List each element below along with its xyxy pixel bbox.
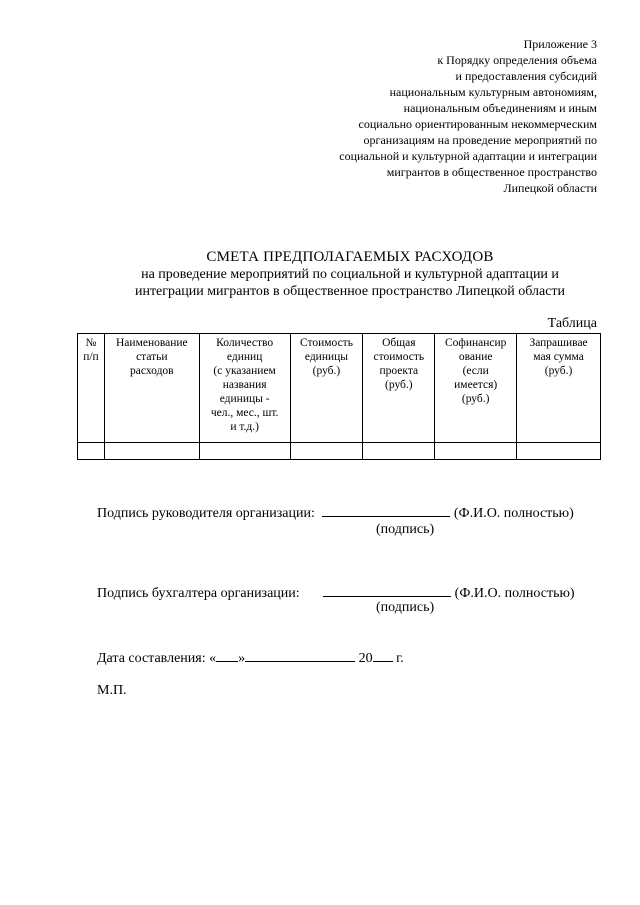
annex-line: мигрантов в общественное пространство	[386, 165, 597, 179]
date-year-prefix: 20	[358, 651, 373, 666]
table-label: Таблица	[547, 316, 597, 331]
date-year-field[interactable]	[373, 648, 393, 662]
table-cell[interactable]	[78, 443, 105, 460]
table-header-row	[78, 334, 601, 443]
header-requested-amount: Запрашивае мая сумма (руб.)	[517, 334, 601, 443]
annex-header	[267, 36, 597, 196]
date-line	[97, 648, 404, 667]
accountant-fio-caption: (Ф.И.О. полностью)	[454, 586, 575, 601]
annex-line: социальной и культурной адаптации и интеграции	[339, 149, 597, 163]
table-cell[interactable]	[517, 443, 601, 460]
annex-line: социально ориентированным некоммерческим	[358, 117, 597, 131]
annex-line: организациям на проведение мероприятий по	[363, 133, 597, 147]
head-signature-line	[97, 503, 574, 522]
stamp-place: М.П.	[97, 683, 127, 698]
annex-line: Липецкой области	[503, 181, 597, 195]
date-year-suffix: г.	[396, 651, 404, 666]
table-cell[interactable]	[104, 443, 199, 460]
accountant-signature-field[interactable]	[323, 583, 451, 597]
estimate-table	[77, 333, 601, 460]
annex-line: Приложение 3	[523, 37, 597, 51]
annex-line: к Порядку определения объема	[437, 53, 597, 67]
header-number: № п/п	[78, 334, 105, 443]
head-signature-field[interactable]	[322, 503, 450, 517]
title-main: СМЕТА ПРЕДПОЛАГАЕМЫХ РАСХОДОВ	[206, 249, 494, 265]
table-cell[interactable]	[199, 443, 290, 460]
title-subtitle-line: интеграции мигрантов в общественное пространство Липецкой области	[134, 284, 566, 299]
annex-line: и предоставления субсидий	[455, 69, 597, 83]
date-month-field[interactable]	[245, 648, 355, 662]
table-cell[interactable]	[435, 443, 517, 460]
header-total-cost: Общая стоимость проекта (руб.)	[363, 334, 435, 443]
date-quote-close: »	[238, 651, 246, 666]
document-title	[60, 248, 640, 300]
head-fio-caption: (Ф.И.О. полностью)	[453, 506, 574, 521]
accountant-signature-label: Подпись бухгалтера организации:	[97, 586, 300, 601]
header-cofinancing: Софинансир ование (если имеется) (руб.)	[435, 334, 517, 443]
accountant-signature-caption: (подпись)	[376, 600, 435, 615]
head-signature-caption: (подпись)	[376, 522, 435, 537]
accountant-signature-line	[97, 583, 575, 602]
table-cell[interactable]	[363, 443, 435, 460]
header-unit-cost: Стоимость единицы (руб.)	[290, 334, 363, 443]
annex-line: национальным объединениям и иным	[403, 101, 597, 115]
annex-line: национальным культурным автономиям,	[389, 85, 597, 99]
date-label: Дата составления: «	[97, 651, 217, 666]
head-signature-label: Подпись руководителя организации:	[97, 506, 315, 521]
title-subtitle-line: на проведение мероприятий по социальной и культурной адаптации и	[141, 267, 559, 282]
header-unit-count: Количество единиц (с указанием названия единицы - чел., мес., шт. и т.д.)	[199, 334, 290, 443]
table-cell[interactable]	[290, 443, 363, 460]
date-day-field[interactable]	[216, 648, 238, 662]
table-row	[78, 443, 601, 460]
header-item-name: Наименование статьи расходов	[104, 334, 199, 443]
